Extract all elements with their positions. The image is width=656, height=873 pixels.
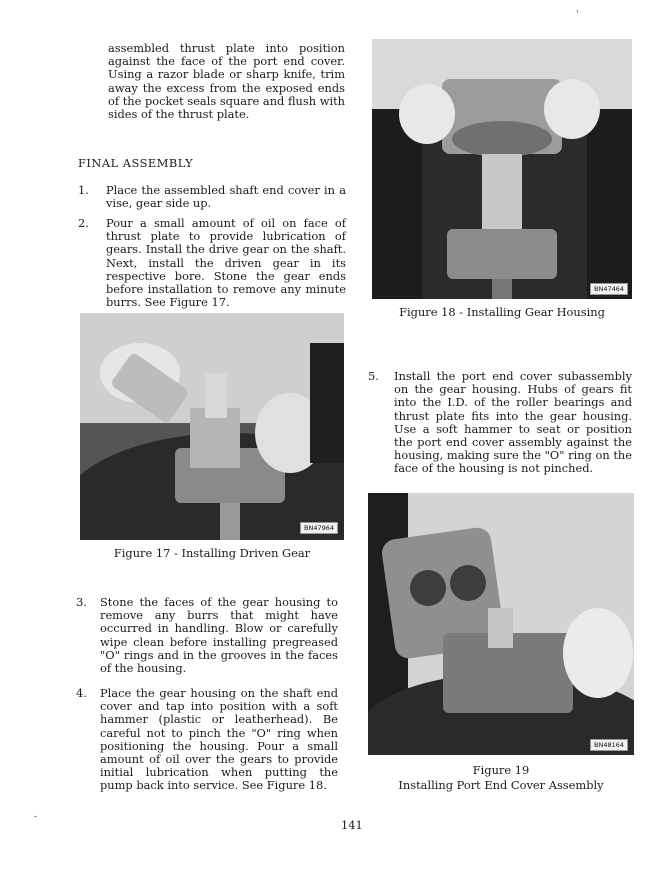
figure-19-photo	[368, 493, 634, 755]
step-1-number: 1.	[78, 183, 89, 197]
figure-17-photo	[80, 313, 344, 540]
step-3-text: Stone the faces of the gear housing to remove any burrs that might have occurred in handling. Blow or carefully wipe clean before installing pregreased "O" rings and in the grooves in the faces of the housing.	[100, 595, 338, 676]
page-number: 141	[341, 818, 363, 832]
bottom-left-mark: -	[34, 812, 38, 822]
step-2-number: 2.	[78, 216, 89, 230]
figure-18-caption: Figure 18 - Installing Gear Housing	[399, 305, 605, 319]
figure-17-photo-code: BN47964	[300, 522, 338, 534]
figure-18-photo-code: BN47464	[590, 283, 628, 295]
figure-18-photo	[372, 39, 632, 299]
figure-19-photo-code: BN48164	[590, 739, 628, 751]
step-4-number: 4.	[76, 686, 87, 700]
step-5-text: Install the port end cover subassembly on the gear housing. Hubs of gears fit into the I.D. of the roller bearings and thrust plate fits into the gear housing. Use a soft hammer to seat or position the port end cover assembly against the housing, making sure the "O" ring on the face of the housing is not pinched.	[394, 369, 632, 476]
step-5-number: 5.	[368, 369, 379, 383]
intro-paragraph: assembled thrust plate into position against the face of the port end cover. Using a razor blade or sharp knife, trim away the excess from the exposed ends of the pocket seals square and flush with sides of the thrust plate.	[108, 41, 345, 122]
step-3-number: 3.	[76, 595, 87, 609]
figure-19-caption-number: Figure 19	[472, 763, 530, 777]
section-heading: FINAL ASSEMBLY	[78, 156, 194, 170]
top-right-mark: '	[576, 10, 579, 20]
step-4-text: Place the gear housing on the shaft end cover and tap into position with a soft hammer (plastic or leatherhead). Be careful not to pinch the "O" ring when positioning the housing. Pour a small amount of oil over the gears to provide initial lubrication when putting the pump back into service. See Figure 18.	[100, 686, 338, 793]
step-2-text: Pour a small amount of oil on face of thrust plate to provide lubrication of gears. Install the drive gear on the shaft. Next, install the driven gear in its respective bore. Stone the gear ends before installation to remove any minute burrs. See Figure 17.	[106, 216, 346, 310]
figure-17-caption: Figure 17 - Installing Driven Gear	[113, 546, 311, 560]
step-1-text: Place the assembled shaft end cover in a vise, gear side up.	[106, 183, 346, 211]
figure-19-caption-title: Installing Port End Cover Assembly	[398, 778, 604, 792]
